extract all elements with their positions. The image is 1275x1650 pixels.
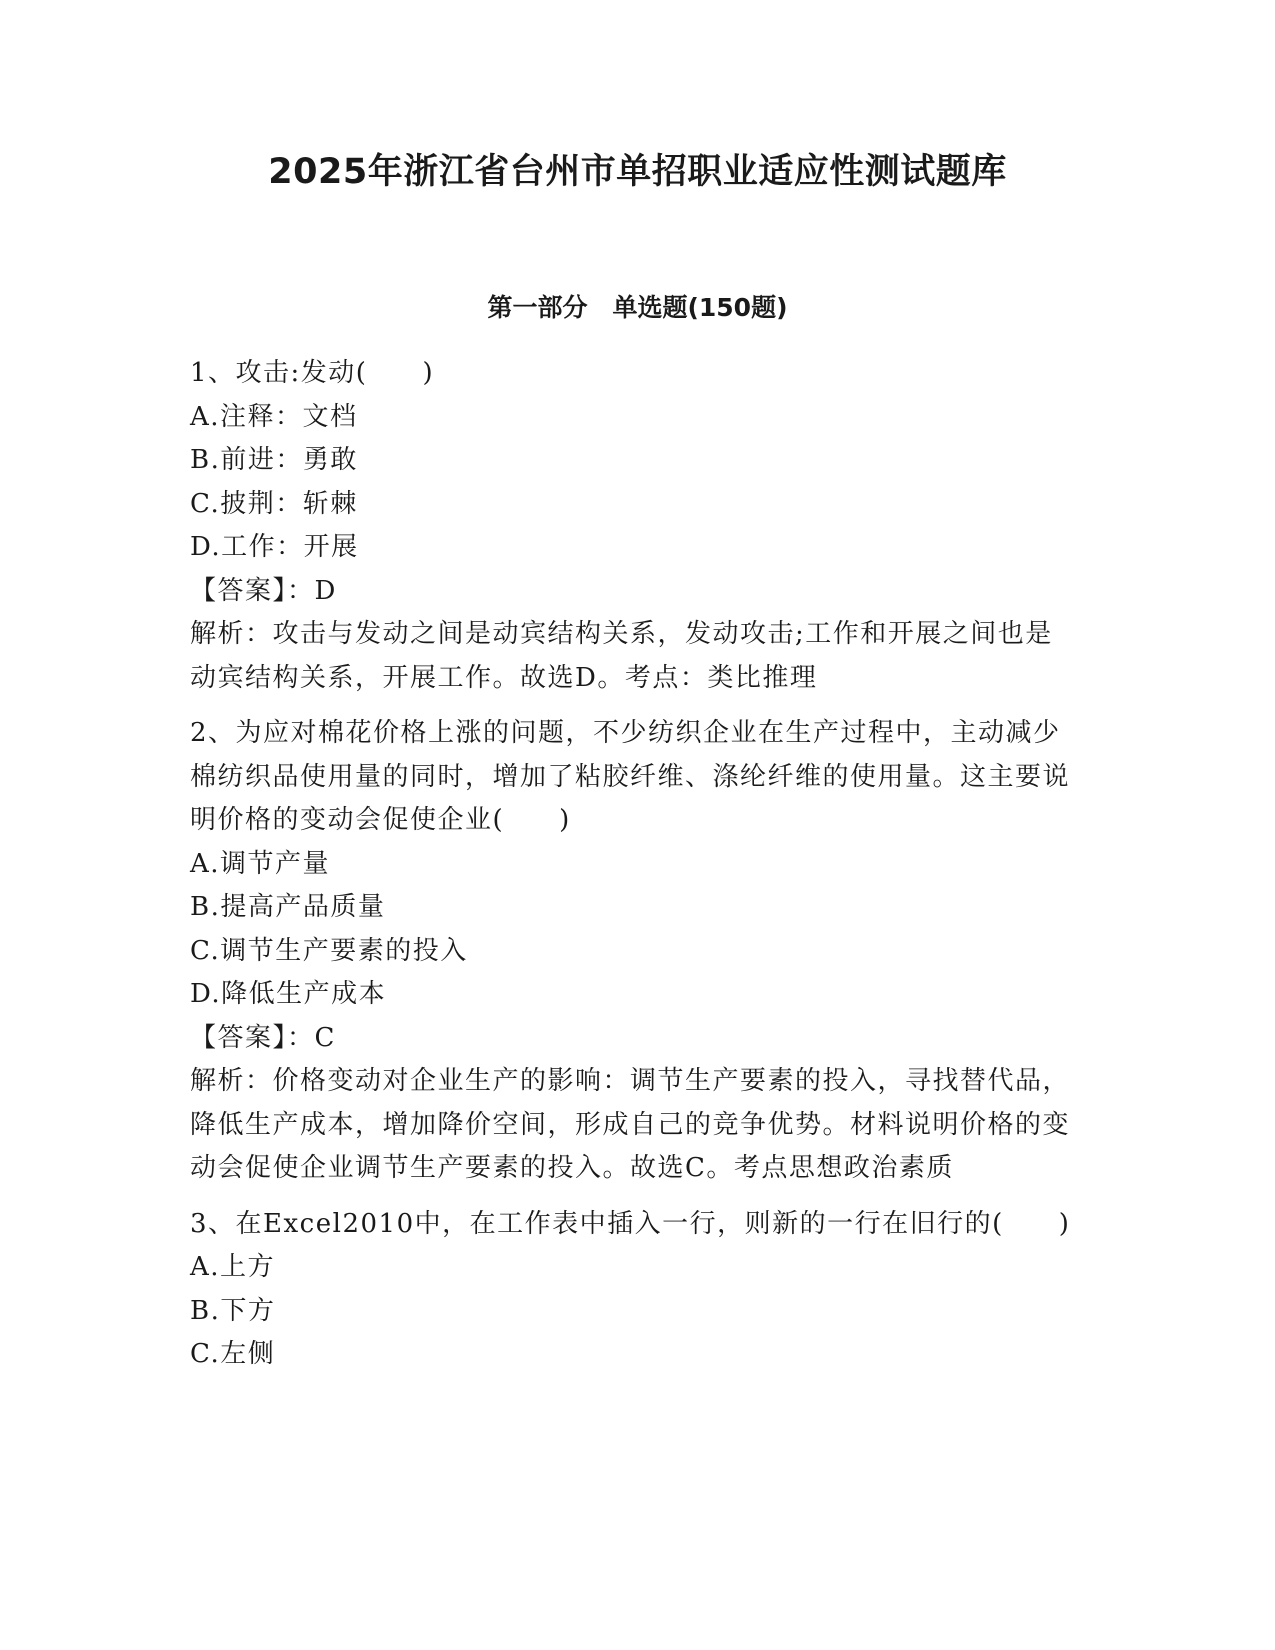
option-d: D.降低生产成本: [190, 979, 387, 1009]
question-stem: 3、在Excel2010中，在工作表中插入一行，则新的一行在旧行的( ): [190, 1208, 1071, 1239]
option-c: C.披荆：斩棘: [190, 488, 358, 519]
question-stem: 2、为应对棉花价格上涨的问题，不少纺织企业在生产过程中，主动减少棉纺织品使用量的同时，增加了粘胶纤维、涤纶纤维的使用量。这主要说明价格的变动会促使企业( ): [190, 718, 1071, 835]
option-c: C.调节生产要素的投入: [190, 935, 468, 966]
option-a: A.上方: [190, 1252, 276, 1282]
question-3: [190, 1203, 1080, 1377]
answer: 【答案】：D: [190, 575, 337, 606]
answer: 【答案】：C: [190, 1022, 336, 1053]
document-title: 2025年浙江省台州市单招职业适应性测试题库: [268, 152, 1007, 192]
section-title: 第一部分 单选题(150题): [487, 293, 788, 322]
analysis: 解析：价格变动对企业生产的影响：调节生产要素的投入，寻找替代品，降低生产成本，增加降价空间，形成自己的竞争优势。材料说明价格的变动会促使企业调节生产要素的投入。故选C。考点思想政治素质: [190, 1066, 1071, 1183]
option-b: B.提高产品质量: [190, 892, 386, 922]
analysis: 解析：攻击与发动之间是动宾结构关系，发动攻击;工作和开展之间也是动宾结构关系，开展工作。故选D。考点：类比推理: [190, 619, 1053, 693]
option-c: C.左侧: [190, 1339, 276, 1369]
question-1: [190, 352, 1080, 700]
question-2: [190, 712, 1080, 1191]
question-stem: 1、攻击:发动( ): [190, 358, 435, 388]
option-b: B.前进：勇敢: [190, 445, 358, 475]
option-a: A.注释：文档: [190, 401, 358, 432]
option-d: D.工作：开展: [190, 532, 359, 562]
option-b: B.下方: [190, 1295, 276, 1326]
option-a: A.调节产量: [190, 848, 331, 879]
question-list: [190, 352, 1080, 1389]
